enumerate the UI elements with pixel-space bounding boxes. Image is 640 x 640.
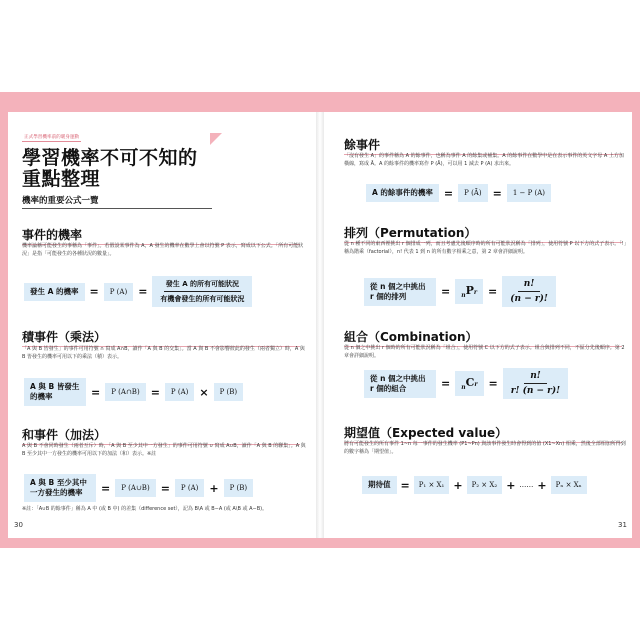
formula-label: 發生 A 的機率: [24, 283, 85, 301]
footnote: ※註：「A∪B 的餘事件」稱為 A 中 (或 B 中) 的差集（difference set），記為 B\A 或 B−A (或 A\B 或 A−B)。: [22, 506, 268, 512]
page-number-left: 30: [14, 521, 23, 529]
section-heading-complement: 餘事件: [344, 136, 622, 155]
formula-label: 從 n 個之中挑出 r 個的排列: [364, 278, 436, 306]
formula-complement: [366, 184, 551, 202]
fraction-numerator: n!: [518, 279, 541, 292]
section-heading-permutation: 排列（Permutation）: [344, 224, 622, 243]
formula-label: A 與 B 皆發生的機率: [24, 378, 86, 406]
right-page: [320, 112, 632, 538]
symbol-letter: C: [465, 375, 475, 389]
section-body-intersection: 「A 與 B 皆發生」的事件可用符號 ∩ 寫成 A∩B，讀作「A 與 B 的交集」。當 A 與 B 不會影響彼此的發生（兩者獨立）時，A 與 B 皆發生的機率可用以下的乘法（積）表示。: [22, 346, 305, 360]
symbol-prefix: n: [461, 384, 466, 392]
formula-event-probability: [24, 276, 252, 307]
equals-sign: =: [441, 377, 451, 390]
equals-sign: =: [400, 478, 410, 492]
equals-sign: =: [91, 385, 101, 399]
equals-sign: =: [492, 186, 502, 200]
section-heading-union: 和事件（加法）: [22, 426, 300, 445]
section-body-permutation: 從 n 種不同的東西裡挑出 r 個排成一列，而且考慮先後順序時的所有可能狀況稱為「排列」，使用符號 P 以下方的式子表示。「!」稱為階乘（factorial），n! 代表 1 到 n 的所有數字相乘之意，第 2 章會詳細說明。: [344, 241, 627, 255]
section-heading-intersection: 積事件（乘法）: [22, 328, 300, 347]
formula-label: 期待值: [362, 476, 397, 494]
equals-sign: =: [138, 285, 148, 298]
corner-ribbon: [210, 133, 222, 145]
times-sign: ×: [199, 385, 209, 399]
book-gutter: [316, 112, 324, 538]
formula-union: [24, 474, 253, 502]
section-heading-event-probability: 事件的機率: [22, 226, 300, 245]
fraction-denominator: r! (n − r)!: [510, 386, 561, 396]
formula-intersection: [24, 378, 243, 406]
symbol-letter: P: [465, 283, 474, 297]
plus-sign: +: [506, 478, 516, 492]
section-body-combination: 從 n 個之中挑出 r 個時的所有可能狀況稱為「組合」，使用符號 C 以下方的式子表示。組合與排列不同，不區分先後順序。第 2 章會詳細說明。: [344, 345, 625, 359]
equals-sign: =: [443, 186, 454, 200]
title-line-1: 學習機率不可不知的: [22, 147, 198, 169]
equals-sign: =: [89, 285, 99, 298]
equals-sign: =: [150, 385, 160, 399]
tagline: 正式學習機率前的暖身運動: [24, 135, 80, 140]
title-line-2: 重點整理: [22, 168, 101, 190]
fraction-denominator: 有機會發生的所有可能狀況: [160, 295, 245, 303]
formula-term: P (A∪B): [115, 479, 155, 497]
formula-term: P (A): [165, 383, 194, 401]
page-title: [22, 148, 198, 190]
fraction-numerator: n!: [524, 371, 547, 384]
page-number-right: 31: [618, 521, 627, 529]
formula-expected-value: [362, 476, 587, 494]
formula-term: P (A): [175, 479, 204, 497]
page-subtitle: 機率的重要公式一覽: [22, 194, 212, 209]
fraction: [152, 276, 252, 307]
formula-term: P (Ā): [458, 184, 487, 202]
formula-term: P₁ × X₁: [414, 476, 450, 494]
equals-sign: =: [441, 285, 451, 298]
formula-term: 1 − P (A): [507, 184, 551, 202]
formula-permutation: [364, 276, 556, 307]
fraction: [503, 368, 568, 399]
symbol-suffix: r: [474, 380, 478, 388]
formula-term: P (A∩B): [105, 383, 145, 401]
formula-term: P (B): [214, 383, 244, 401]
formula-label: A 與 B 至少其中一方發生的機率: [24, 474, 96, 502]
formula-term: Pₙ × Xₙ: [551, 476, 587, 494]
equals-sign: =: [488, 377, 498, 390]
fraction: [502, 276, 556, 307]
formula-label: A 的餘事件的機率: [366, 184, 439, 202]
formula-term: P (A): [104, 283, 133, 301]
plus-sign: +: [453, 478, 463, 492]
ellipsis: ……: [519, 481, 534, 489]
equals-sign: =: [160, 481, 170, 495]
symbol-prefix: n: [461, 292, 466, 300]
symbol-suffix: r: [473, 288, 478, 296]
section-body-complement: 「沒有發生 A」的事件稱為 A 的餘事件，也稱為事件 A 的餘集或補集。A 的餘事件在數學中是在表示事件的英文字母 A 上方加橫線，寫成 Ā。A 的餘事件的機率寫作 P (Ā)，可以用 1 減去 P (A) 求出來。: [344, 153, 624, 167]
section-heading-combination: 組合（Combination）: [344, 328, 622, 347]
fraction-numerator: 發生 A 的所有可能狀況: [164, 279, 241, 292]
combination-symbol: [455, 371, 483, 396]
section-body-expected-value: 將有可能發生的所有事件 1~n 每一事件的發生機率 (P1~Pn) 與該事件發生時會得到的值 (X1~Xn) 相乘，然後全部相加所得到的數字稱為「期望值」。: [344, 441, 626, 455]
plus-sign: +: [537, 478, 547, 492]
permutation-symbol: [455, 279, 483, 304]
equals-sign: =: [488, 285, 498, 298]
section-body-union: A 與 B 不會同時發生（兩者互斥）時，「A 與 B 至少其中一方發生」的事件可用符號 ∪ 寫成 A∪B，讀作「A 與 B 的聯集」。A 與 B 至少其中一方發生的機率可用以下的加法（和）表示。※註: [22, 443, 306, 457]
section-body-event-probability: 機率論稱可能發生的事稱為「事件」。若假設某事件為 A，A 發生的機率在數學上會以符號 P 表示，寫成以下公式。「所有可能狀況」是指「可能發生的各種狀況的數量」。: [22, 243, 304, 257]
formula-term: P₂ × X₂: [467, 476, 503, 494]
formula-label: 從 n 個之中挑出 r 個的組合: [364, 370, 436, 398]
formula-combination: [364, 368, 568, 399]
equals-sign: =: [101, 481, 111, 495]
plus-sign: +: [209, 481, 219, 495]
formula-term: P (B): [224, 479, 254, 497]
fraction-denominator: (n − r)!: [510, 294, 548, 304]
section-heading-expected-value: 期望值（Expected value）: [344, 424, 622, 443]
